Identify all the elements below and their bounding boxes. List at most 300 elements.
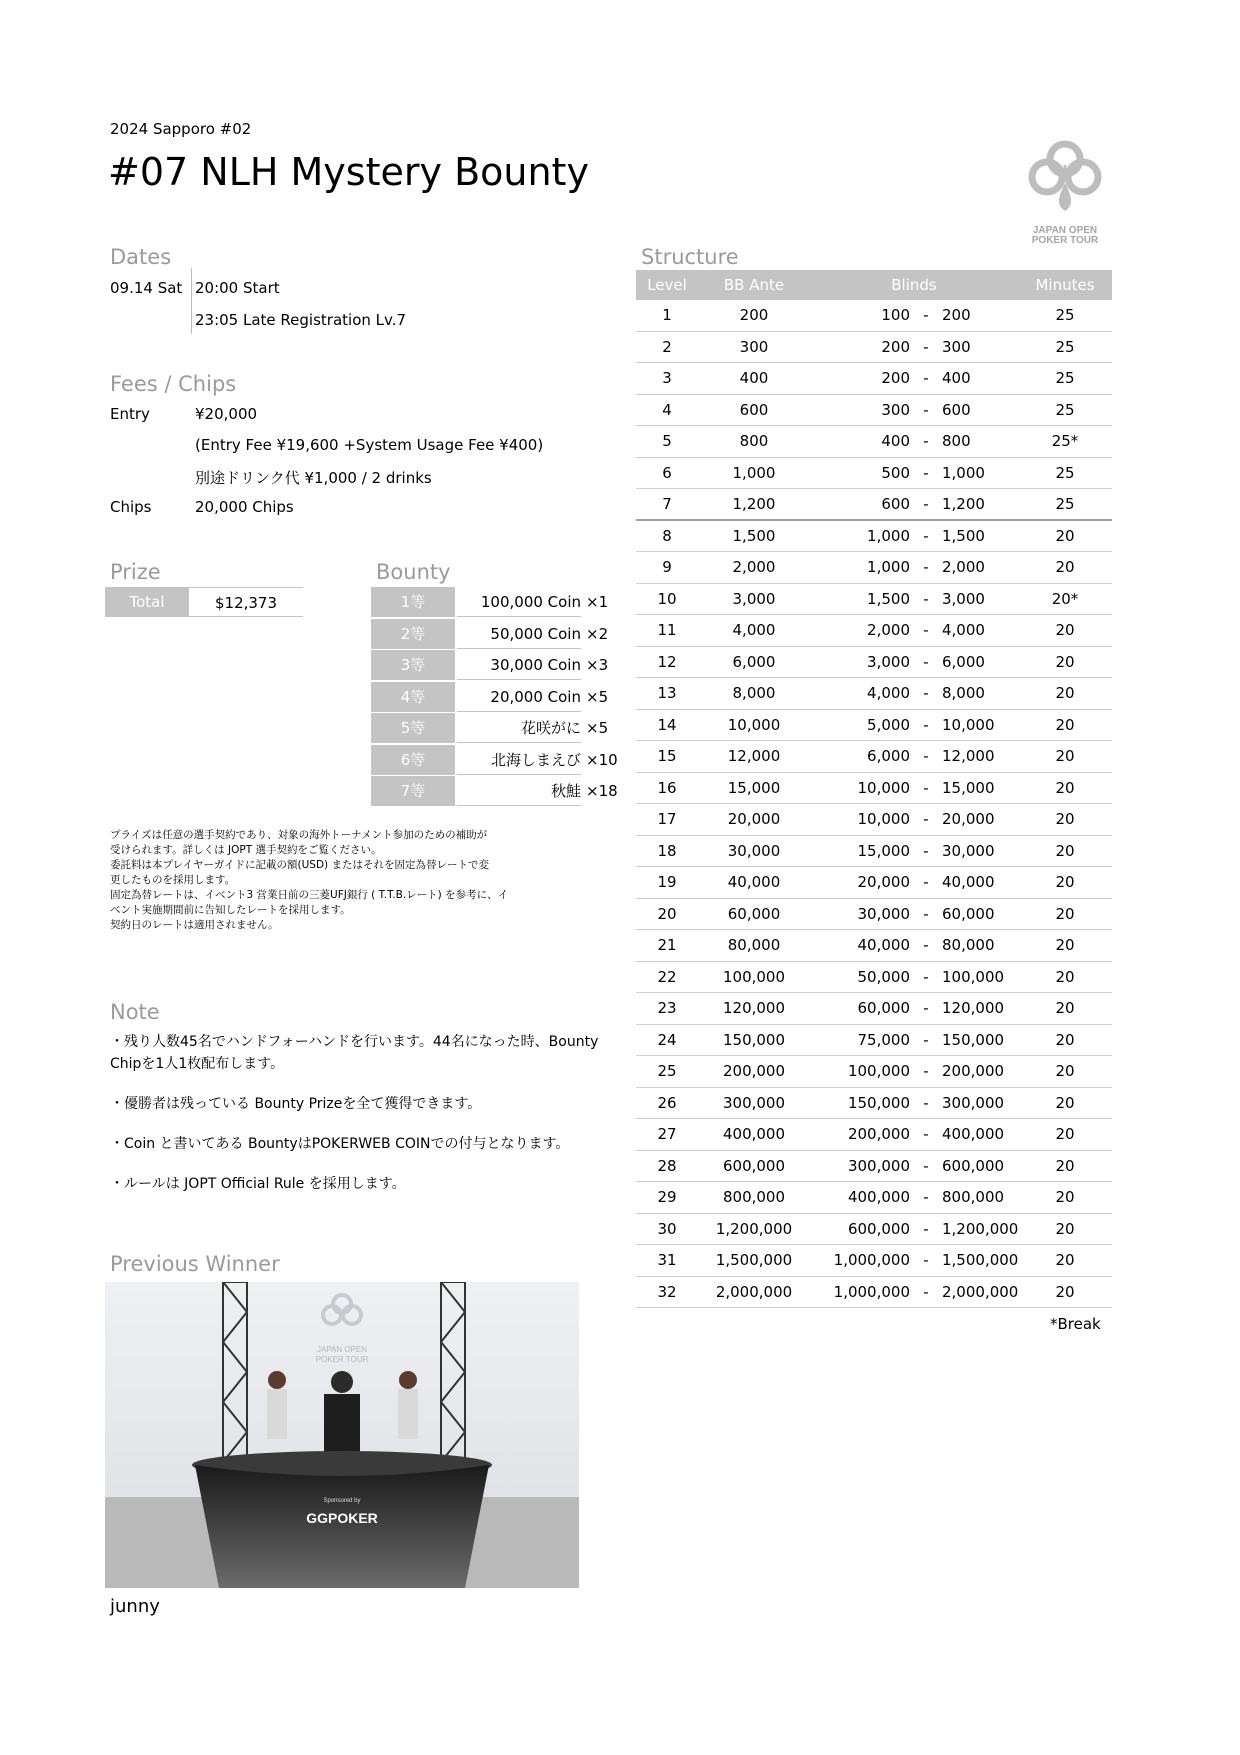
structure-row	[636, 836, 1112, 868]
dates-divider	[191, 268, 192, 334]
bounty-prize: 50,000 Coin	[457, 619, 581, 649]
bounty-count: ×2	[586, 624, 609, 643]
blind-separator: -	[923, 432, 929, 450]
bounty-rank: 5等	[371, 713, 455, 743]
small-blind-cell: 200	[881, 337, 910, 356]
structure-row	[636, 363, 1112, 395]
level-cell: 29	[657, 1188, 677, 1206]
small-blind-cell: 30,000	[857, 904, 910, 923]
ante-cell: 2,000	[732, 558, 776, 576]
structure-row	[636, 458, 1112, 490]
dates-heading: Dates	[110, 245, 172, 269]
winner-photo	[105, 1282, 579, 1588]
small-blind-cell: 10,000	[857, 778, 910, 797]
bounty-row	[371, 650, 611, 682]
big-blind-cell: 1,200	[942, 495, 985, 513]
ante-cell: 800	[739, 432, 769, 450]
structure-header	[636, 270, 1112, 300]
entry-label: Entry	[110, 405, 150, 423]
winner-heading: Previous Winner	[110, 1252, 280, 1276]
minutes-cell: 20	[1055, 1188, 1075, 1206]
ante-cell: 10,000	[727, 715, 781, 734]
structure-row	[636, 867, 1112, 899]
big-blind-cell: 40,000	[942, 873, 995, 891]
bounty-row	[371, 587, 611, 619]
structure-row	[636, 993, 1112, 1025]
big-blind-cell: 4,000	[942, 621, 985, 639]
small-blind-cell: 300,000	[847, 1156, 910, 1175]
note-item: ・Coin と書いてある BountyはPOKERWEB COINでの付与となります。	[110, 1136, 570, 1152]
minutes-cell: 20	[1055, 904, 1075, 923]
big-blind-cell: 8,000	[942, 684, 985, 702]
small-blind-cell: 500	[881, 463, 910, 482]
structure-row	[636, 678, 1112, 710]
blind-separator: -	[923, 463, 929, 482]
ante-cell: 120,000	[722, 999, 786, 1017]
ante-cell: 300,000	[722, 1093, 786, 1112]
small-blind-cell: 200,000	[847, 1125, 910, 1143]
small-blind-cell: 75,000	[857, 1030, 910, 1049]
structure-row	[636, 647, 1112, 679]
small-blind-cell: 600	[881, 495, 910, 513]
structure-row	[636, 1025, 1112, 1057]
level-cell: 12	[657, 652, 677, 671]
minutes-cell: 20	[1055, 1125, 1075, 1143]
big-blind-cell: 600	[942, 400, 971, 419]
ante-cell: 100,000	[722, 967, 786, 986]
small-blind-cell: 4,000	[867, 684, 910, 702]
blind-separator: -	[923, 369, 929, 387]
ante-cell: 60,000	[727, 904, 781, 923]
big-blind-cell: 3,000	[942, 589, 985, 608]
level-cell: 24	[657, 1030, 677, 1049]
bounty-count: ×5	[586, 719, 609, 737]
drink-fee: 別途ドリンク代 ¥1,000 / 2 drinks	[195, 469, 432, 487]
minutes-cell: 20	[1055, 873, 1075, 891]
small-blind-cell: 400,000	[847, 1188, 910, 1206]
minutes-cell: 20	[1055, 967, 1075, 986]
chips-value: 20,000 Chips	[195, 498, 294, 516]
big-blind-cell: 1,500,000	[942, 1251, 1019, 1269]
level-cell: 26	[657, 1093, 677, 1112]
level-cell: 22	[657, 967, 677, 986]
ante-cell: 1,200,000	[715, 1219, 793, 1238]
big-blind-cell: 400,000	[942, 1125, 1005, 1143]
bounty-count: ×5	[586, 687, 609, 706]
structure-row	[636, 741, 1112, 773]
big-blind-cell: 2,000,000	[942, 1282, 1019, 1301]
blind-separator: -	[923, 904, 929, 923]
small-blind-cell: 50,000	[857, 967, 910, 986]
small-blind-cell: 1,000	[867, 558, 910, 576]
minutes-cell: 20	[1055, 841, 1075, 860]
minutes-cell: 25	[1055, 306, 1075, 324]
minutes-cell: 20	[1055, 810, 1075, 828]
blind-separator: -	[923, 936, 929, 954]
prize-total-row	[105, 587, 303, 617]
level-cell: 17	[657, 810, 677, 828]
bounty-count: ×1	[586, 593, 609, 611]
small-blind-cell: 20,000	[857, 873, 910, 891]
note-heading: Note	[110, 1000, 160, 1024]
bounty-prize: 100,000 Coin	[457, 587, 581, 617]
small-blind-cell: 1,500	[867, 589, 910, 608]
ante-cell: 3,000	[732, 589, 776, 608]
blind-separator: -	[923, 1188, 929, 1206]
photo-banner-1: JAPAN OPEN	[316, 1345, 368, 1354]
level-cell: 13	[657, 684, 677, 702]
bounty-count: ×18	[586, 782, 618, 800]
ante-cell: 12,000	[727, 747, 781, 765]
ante-cell: 300	[739, 337, 769, 356]
col-blinds: Blinds	[891, 276, 937, 294]
level-cell: 5	[662, 432, 672, 450]
small-blind-cell: 1,000,000	[833, 1282, 910, 1301]
structure-row	[636, 584, 1112, 616]
structure-row	[636, 962, 1112, 994]
minutes-cell: 25	[1055, 369, 1075, 387]
small-blind-cell: 600,000	[847, 1219, 910, 1238]
chips-label: Chips	[110, 498, 152, 516]
bounty-row	[371, 776, 618, 808]
level-cell: 7	[662, 495, 672, 513]
small-blind-cell: 60,000	[857, 999, 910, 1017]
blind-separator: -	[923, 558, 929, 576]
fees-heading: Fees / Chips	[110, 372, 237, 396]
ante-cell: 1,000	[732, 463, 776, 482]
minutes-cell: 20	[1055, 747, 1075, 765]
disclaimer-line: ベント実施期間前に告知したレートを採用します。	[110, 904, 351, 916]
big-blind-cell: 20,000	[942, 810, 995, 828]
bounty-count: ×3	[586, 656, 609, 674]
big-blind-cell: 1,200,000	[942, 1219, 1019, 1238]
blind-separator: -	[923, 337, 929, 356]
note-list	[110, 1031, 630, 1213]
note-item: ・残り人数45名でハンドフォーハンドを行います。44名になった時、Bounty Chipを1人1枚配布します。	[110, 1034, 599, 1072]
bounty-prize: 30,000 Coin	[457, 650, 581, 680]
structure-row	[636, 426, 1112, 458]
big-blind-cell: 1,500	[942, 526, 985, 545]
minutes-cell: 25	[1055, 400, 1075, 419]
minutes-cell: 25	[1055, 463, 1075, 482]
ante-cell: 15,000	[727, 778, 781, 797]
structure-row	[636, 615, 1112, 647]
big-blind-cell: 300,000	[942, 1093, 1005, 1112]
bounty-row	[371, 619, 611, 651]
ante-cell: 200,000	[722, 1062, 786, 1080]
structure-row	[636, 1151, 1112, 1183]
structure-row	[636, 552, 1112, 584]
blind-separator: -	[923, 684, 929, 702]
blind-separator: -	[923, 1156, 929, 1175]
late-registration: 23:05 Late Registration Lv.7	[195, 311, 407, 329]
small-blind-cell: 6,000	[867, 747, 910, 765]
ante-cell: 6,000	[732, 652, 776, 671]
blind-separator: -	[923, 306, 929, 324]
ante-cell: 1,200	[732, 495, 776, 513]
small-blind-cell: 2,000	[867, 621, 910, 639]
blind-separator: -	[923, 967, 929, 986]
big-blind-cell: 80,000	[942, 936, 995, 954]
blind-separator: -	[923, 1093, 929, 1112]
bounty-count: ×10	[586, 750, 618, 769]
big-blind-cell: 12,000	[942, 747, 995, 765]
minutes-cell: 20	[1055, 778, 1075, 797]
small-blind-cell: 100	[881, 306, 910, 324]
blind-separator: -	[923, 715, 929, 734]
blind-separator: -	[923, 1251, 929, 1269]
small-blind-cell: 400	[881, 432, 910, 450]
small-blind-cell: 100,000	[847, 1062, 910, 1080]
level-cell: 16	[657, 778, 677, 797]
structure-row	[636, 773, 1112, 805]
ante-cell: 400	[739, 369, 769, 387]
big-blind-cell: 6,000	[942, 652, 985, 671]
structure-row	[636, 899, 1112, 931]
blind-separator: -	[923, 873, 929, 891]
structure-table	[636, 270, 1112, 1308]
start-time: 20:00 Start	[195, 279, 280, 297]
disclaimer-line: 固定為替レートは、イベント3 営業日前の三菱UFJ銀行 ( T.T.B.レート) を参考に、イ	[110, 889, 509, 901]
structure-row	[636, 489, 1112, 521]
big-blind-cell: 120,000	[942, 999, 1005, 1017]
disclaimer-line: 更したものを採用します。	[110, 874, 236, 886]
break-note: *Break	[1050, 1315, 1101, 1333]
level-cell: 14	[657, 715, 677, 734]
structure-row	[636, 1277, 1112, 1309]
level-cell: 3	[662, 369, 672, 387]
blind-separator: -	[923, 526, 929, 545]
bounty-rank: 4等	[371, 682, 455, 712]
big-blind-cell: 800,000	[942, 1188, 1005, 1206]
ante-cell: 2,000,000	[715, 1282, 793, 1301]
note-item: ・優勝者は残っている Bounty Prizeを全て獲得できます。	[110, 1096, 482, 1112]
small-blind-cell: 10,000	[857, 810, 910, 828]
entry-breakdown: (Entry Fee ¥19,600 +System Usage Fee ¥400)	[195, 436, 544, 454]
big-blind-cell: 200	[942, 306, 971, 324]
blind-separator: -	[923, 810, 929, 828]
big-blind-cell: 800	[942, 432, 971, 450]
big-blind-cell: 300	[942, 337, 971, 356]
blind-separator: -	[923, 589, 929, 608]
blind-separator: -	[923, 1219, 929, 1238]
small-blind-cell: 5,000	[867, 715, 910, 734]
structure-row	[636, 395, 1112, 427]
level-cell: 25	[657, 1062, 677, 1080]
col-minutes: Minutes	[1035, 276, 1095, 294]
big-blind-cell: 1,000	[942, 463, 985, 482]
photo-banner-2: POKER TOUR	[315, 1355, 369, 1364]
level-cell: 27	[657, 1125, 677, 1143]
event-day: 09.14 Sat	[110, 279, 183, 297]
blind-separator: -	[923, 778, 929, 797]
ante-cell: 800,000	[722, 1188, 786, 1206]
bounty-heading: Bounty	[376, 560, 451, 584]
photo-brand: GGPOKER	[306, 1510, 378, 1526]
small-blind-cell: 200	[881, 369, 910, 387]
level-cell: 20	[657, 904, 677, 923]
minutes-cell: 20	[1055, 1251, 1075, 1269]
level-cell: 32	[657, 1282, 677, 1301]
bounty-prize: 北海しまえび	[457, 745, 581, 775]
level-cell: 2	[662, 337, 672, 356]
ante-cell: 150,000	[722, 1030, 786, 1049]
ante-cell: 600	[739, 400, 769, 419]
level-cell: 21	[657, 936, 677, 954]
col-level: Level	[647, 276, 687, 294]
blind-separator: -	[923, 747, 929, 765]
level-cell: 10	[657, 589, 677, 608]
big-blind-cell: 200,000	[942, 1062, 1005, 1080]
blind-separator: -	[923, 999, 929, 1017]
level-cell: 9	[662, 558, 672, 576]
big-blind-cell: 30,000	[942, 841, 995, 860]
structure-heading: Structure	[641, 245, 739, 269]
level-cell: 11	[657, 621, 677, 639]
big-blind-cell: 10,000	[942, 715, 995, 734]
level-cell: 1	[662, 306, 672, 324]
level-cell: 23	[657, 999, 677, 1017]
minutes-cell: 25*	[1051, 432, 1079, 450]
small-blind-cell: 1,000	[867, 526, 910, 545]
small-blind-cell: 150,000	[847, 1093, 910, 1112]
ante-cell: 30,000	[727, 841, 781, 860]
minutes-cell: 20*	[1051, 589, 1079, 608]
bounty-row	[371, 682, 611, 714]
big-blind-cell: 100,000	[942, 967, 1005, 986]
bounty-rank: 3等	[371, 650, 455, 680]
minutes-cell: 20	[1055, 652, 1075, 671]
ante-cell: 600,000	[722, 1156, 786, 1175]
photo-sponsor: Sponsored by	[323, 1498, 361, 1504]
small-blind-cell: 3,000	[867, 652, 910, 671]
level-cell: 30	[657, 1219, 677, 1238]
entry-value: ¥20,000	[195, 405, 258, 423]
level-cell: 8	[662, 526, 672, 545]
bounty-row	[371, 745, 618, 777]
minutes-cell: 20	[1055, 558, 1075, 576]
disclaimer-line: 契約日のレートは適用されません。	[110, 919, 279, 931]
blind-separator: -	[923, 1030, 929, 1049]
structure-row	[636, 300, 1112, 332]
ante-cell: 80,000	[727, 936, 781, 954]
bounty-rank: 2等	[371, 619, 455, 649]
blind-separator: -	[923, 621, 929, 639]
big-blind-cell: 60,000	[942, 904, 995, 923]
bounty-table	[371, 587, 618, 808]
blind-separator: -	[923, 400, 929, 419]
level-cell: 18	[657, 841, 677, 860]
minutes-cell: 20	[1055, 1219, 1075, 1238]
blind-separator: -	[923, 495, 929, 513]
disclaimer-line: 委託料は本プレイヤーガイドに記載の額(USD) またはそれを固定為替レートで変	[110, 859, 489, 871]
big-blind-cell: 400	[942, 369, 971, 387]
structure-row	[636, 804, 1112, 836]
bounty-rank: 7等	[371, 776, 455, 806]
big-blind-cell: 15,000	[942, 778, 995, 797]
minutes-cell: 20	[1055, 1030, 1075, 1049]
bounty-row	[371, 713, 611, 745]
level-cell: 28	[657, 1156, 677, 1175]
jopt-logo-icon	[1010, 135, 1120, 245]
col-ante: BB Ante	[723, 276, 785, 294]
bounty-rank: 1等	[371, 587, 455, 617]
minutes-cell: 20	[1055, 1062, 1075, 1080]
big-blind-cell: 2,000	[942, 558, 985, 576]
ante-cell: 1,500	[732, 526, 776, 545]
disclaimer-line: プライズは任意の選手契約であり、対象の海外トーナメント参加のための補助が	[110, 829, 488, 841]
structure-row	[636, 332, 1112, 364]
logo-line-2: POKER TOUR	[1031, 235, 1099, 245]
minutes-cell: 20	[1055, 936, 1075, 954]
event-series: 2024 Sapporo #02	[110, 120, 252, 138]
bounty-rank: 6等	[371, 745, 455, 775]
ante-cell: 400,000	[722, 1125, 786, 1143]
minutes-cell: 20	[1055, 621, 1075, 639]
ante-cell: 1,500,000	[715, 1251, 793, 1269]
level-cell: 6	[662, 463, 672, 482]
big-blind-cell: 150,000	[942, 1030, 1005, 1049]
minutes-cell: 20	[1055, 1282, 1075, 1301]
small-blind-cell: 300	[881, 400, 910, 419]
prize-total-label: Total	[105, 587, 189, 617]
level-cell: 15	[657, 747, 677, 765]
prize-heading: Prize	[110, 560, 161, 584]
minutes-cell: 20	[1055, 1093, 1075, 1112]
structure-row	[636, 1056, 1112, 1088]
ante-cell: 4,000	[732, 621, 776, 639]
bounty-prize: 20,000 Coin	[457, 682, 581, 712]
blind-separator: -	[923, 1282, 929, 1301]
structure-row	[636, 1119, 1112, 1151]
big-blind-cell: 600,000	[942, 1156, 1005, 1175]
small-blind-cell: 15,000	[857, 841, 910, 860]
minutes-cell: 20	[1055, 684, 1075, 702]
structure-row	[636, 710, 1112, 742]
minutes-cell: 20	[1055, 715, 1075, 734]
blind-separator: -	[923, 841, 929, 860]
minutes-cell: 25	[1055, 495, 1075, 513]
structure-row	[636, 930, 1112, 962]
structure-row	[636, 1214, 1112, 1246]
note-item: ・ルールは JOPT Official Rule を採用します。	[110, 1176, 406, 1192]
blind-separator: -	[923, 1062, 929, 1080]
minutes-cell: 20	[1055, 999, 1075, 1017]
bounty-prize: 花咲がに	[457, 713, 581, 743]
level-cell: 19	[657, 873, 677, 891]
small-blind-cell: 40,000	[857, 936, 910, 954]
bounty-prize: 秋鮭	[457, 776, 581, 806]
prize-disclaimer	[110, 828, 540, 933]
blind-separator: -	[923, 652, 929, 671]
blind-separator: -	[923, 1125, 929, 1143]
structure-row	[636, 1088, 1112, 1120]
structure-row	[636, 1182, 1112, 1214]
level-cell: 31	[657, 1251, 677, 1269]
logo-line-1: JAPAN OPEN	[1032, 225, 1098, 236]
minutes-cell: 20	[1055, 1156, 1075, 1175]
page-title: #07 NLH Mystery Bounty	[108, 150, 589, 194]
ante-cell: 20,000	[727, 810, 781, 828]
disclaimer-line: 受けられます。詳しくは JOPT 選手契約をご覧ください。	[110, 844, 382, 856]
ante-cell: 200	[739, 306, 769, 324]
minutes-cell: 25	[1055, 337, 1075, 356]
ante-cell: 8,000	[732, 684, 776, 702]
ante-cell: 40,000	[727, 873, 781, 891]
structure-row	[636, 521, 1112, 553]
minutes-cell: 20	[1055, 526, 1075, 545]
structure-row	[636, 1245, 1112, 1277]
